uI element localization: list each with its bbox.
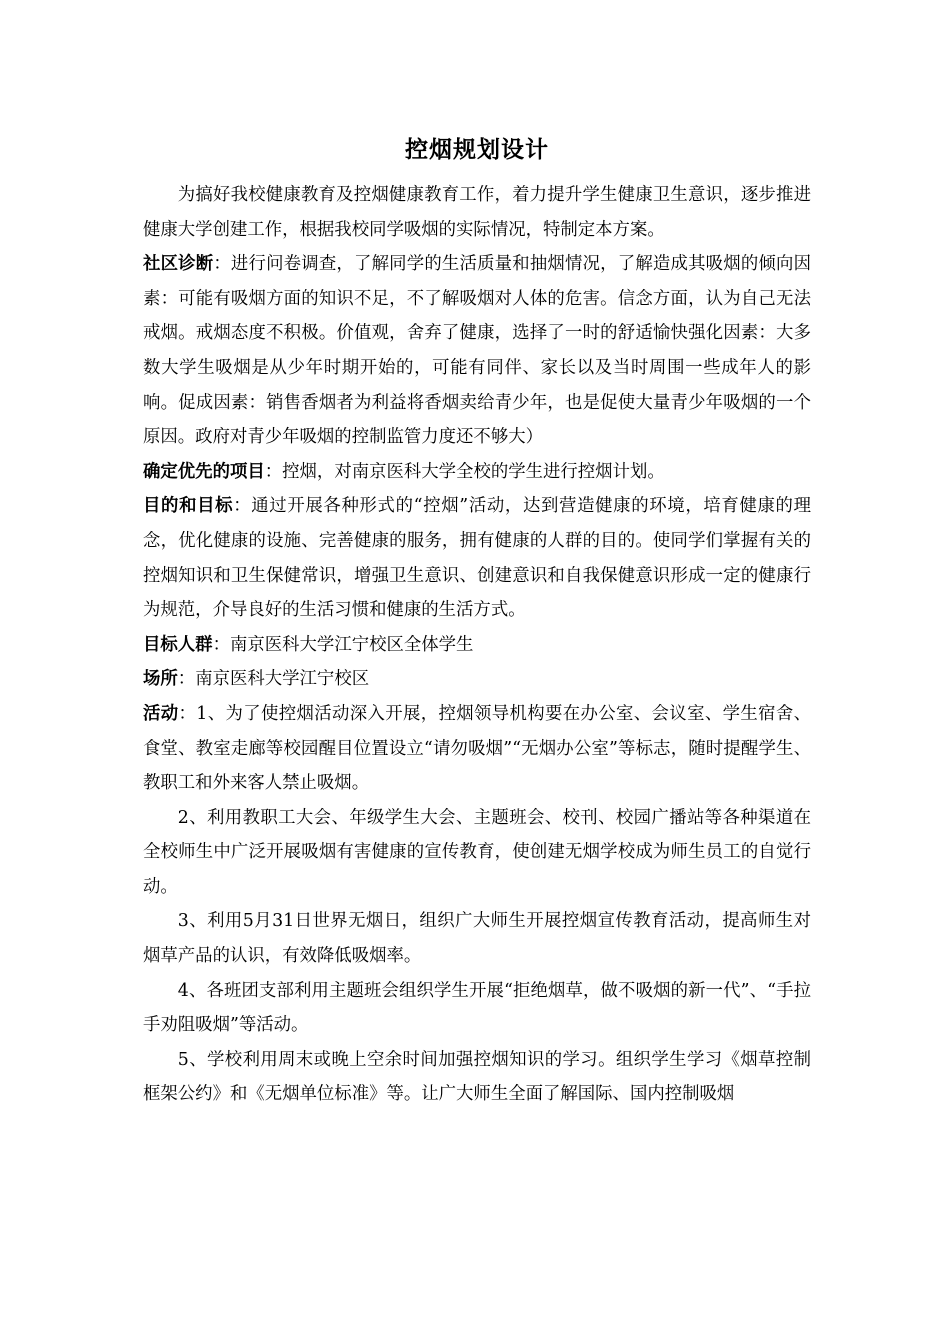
goals-label: 目的和目标 — [143, 496, 234, 517]
intro-paragraph: 为搞好我校健康教育及控烟健康教育工作，着力提升学生健康卫生意识，逐步推进健康大学创建工作，根据我校同学吸烟的实际情况，特制定本方案。 — [143, 185, 811, 240]
target-group-text: ：南京医科大学江宁校区全体学生 — [212, 634, 474, 655]
document-page — [143, 128, 811, 1112]
priority-text: ：控烟，对南京医科大学全校的学生进行控烟计划。 — [264, 461, 665, 482]
activity-item-3: 3、利用5月31日世界无烟日，组织广大师生开展控烟宣传教育活动，提高师生对烟草产品的认识，有效降低吸烟率。 — [143, 911, 811, 967]
community-diagnosis-label: 社区诊断 — [143, 254, 214, 275]
venue-label: 场所 — [143, 669, 178, 690]
target-group-label: 目标人群 — [143, 634, 213, 655]
venue-paragraph — [143, 662, 811, 697]
priority-paragraph — [143, 455, 811, 490]
activity-item-5: 5、学校利用周末或晚上空余时间加强控烟知识的学习。组织学生学习《烟草控制框架公约》和《无烟单位标准》等。让广大师生全面了解国际、国内控制吸烟 — [143, 1049, 811, 1105]
goals-text: ：通过开展各种形式的“控烟”活动，达到营造健康的环境，培育健康的理念，优化健康的设施、完善健康的服务，拥有健康的人群的目的。使同学们掌握有关的控烟知识和卫生保健常识，增强卫生意识、创建意识和自我保健意识形成一定的健康行为规范，介导良好的生活习惯和健康的生活方式。 — [143, 496, 811, 621]
priority-label: 确定优先的项目 — [143, 461, 265, 482]
activity-item-1 — [143, 697, 811, 801]
venue-text: ：南京医科大学江宁校区 — [177, 669, 370, 690]
activity-item-1-text: ：1、为了使控烟活动深入开展，控烟领导机构要在办公室、会议室、学生宿舍、食堂、教室走廊等校园醒目位置设立“请勿吸烟”“无烟办公室”等标志，随时提醒学生、教职工和外来客人禁止吸烟。 — [143, 703, 811, 794]
goals-paragraph — [143, 489, 811, 627]
activities-label: 活动 — [143, 703, 179, 724]
activity-item-4: 4、各班团支部利用主题班会组织学生开展“拒绝烟草，做不吸烟的新一代”、“手拉手劝阻吸烟”等活动。 — [143, 980, 811, 1036]
activity-item-2: 2、利用教职工大会、年级学生大会、主题班会、校刊、校园广播站等各种渠道在全校师生中广泛开展吸烟有害健康的宣传教育，使创建无烟学校成为师生员工的自觉行动。 — [143, 807, 811, 897]
community-diagnosis-text: ：进行问卷调查，了解同学的生活质量和抽烟情况，了解造成其吸烟的倾向因素：可能有吸烟方面的知识不足，不了解吸烟对人体的危害。信念方面，认为自己无法戒烟。戒烟态度不积极。价值观，舍弃了健康，选择了一时的舒适愉快强化因素：大多数大学生吸烟是从少年时期开始的，可能有同伴、家长以及当时周围一些成年人的影响。促成因素：销售香烟者为利益将香烟卖给青少年，也是促使大量青少年吸烟的一个原因。政府对青少年吸烟的控制监管力度还不够大） — [143, 254, 811, 448]
document-title: 控烟规划设计 — [405, 137, 549, 163]
target-group-paragraph — [143, 628, 811, 663]
community-diagnosis-paragraph — [143, 247, 811, 455]
